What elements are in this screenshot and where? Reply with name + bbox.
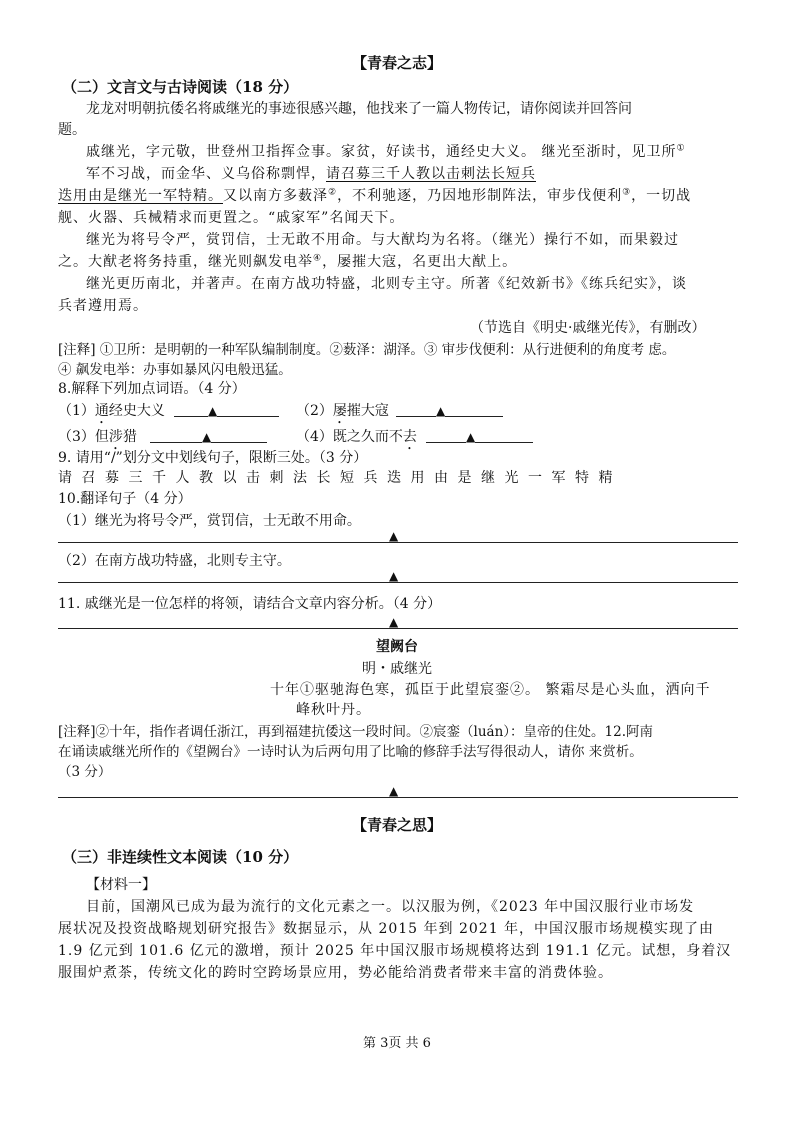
answer-line[interactable] [58, 542, 738, 543]
passage-line: 继光为将号令严，赏罚信，士无敢不用命。与大猷均为名将。（继光）操行不如，而果毅过 [86, 232, 679, 248]
intro-line-1: 龙龙对明朝抗倭名将戚继光的事迹很感兴趣，他找来了一篇人物传记，请你阅读并回答问 [86, 101, 632, 117]
poem-annotation: [注释]②十年，指作者调任浙江，再到福建抗倭这一段时间。②宸銮（luán）：皇帝的住处。12.阿南 [58, 724, 654, 740]
page-footer: 第 3页 共 6 [363, 1036, 431, 1051]
section-title-nonlinear: （三）非连续性文本阅读（10 分） [62, 848, 299, 866]
answer-blank[interactable]: ▲ [426, 426, 533, 445]
question-9: 9. 请用“/”划分文中划线句子，限断三处。（3 分） [58, 450, 368, 466]
material-line: 目前，国潮风已成为最为流行的文化元素之一。以汉服为例，《2023 年中国汉服行业市场发 [86, 899, 695, 915]
footnote-mark: ① [676, 143, 686, 154]
q10-sentence-1: （1）继光为将号令严，赏罚信，士无敢不用命。 [58, 513, 361, 529]
passage-line: 继光更历南北，并著声。在南方战功特盛，北则专主守。所著《纪效新书》《练兵纪实》，谈 [86, 276, 687, 292]
annotation-line: ④ 飙发电举：办事如暴风闪电般迅猛。 [58, 362, 292, 378]
passage-line: 舰、火器、兵械精求而更置之。“戚家军”名闻天下。 [58, 210, 405, 226]
poem-line: 十年①驱驰海色寒，孤臣于此望宸銮②。 繁霜尽是心头血，洒向千 [270, 682, 711, 698]
answer-blank[interactable]: ▲ [150, 426, 267, 445]
underlined-sentence: 迭用由是继光一军特精。 [58, 188, 223, 204]
section-title-classical: （二）文言文与古诗阅读（18 分） [62, 78, 299, 96]
section-header-youth-thinking: 【青春之思】 [351, 816, 442, 834]
q8-item-4: （4）既之久而不去 [296, 429, 417, 445]
poem-title: 望阙台 [376, 639, 418, 655]
footnote-mark: ③ [622, 187, 632, 198]
material-line: 展状况及投资战略规划研究报告》数据显示，从 2015 年到 2021 年，中国汉服市场规模实现了由 [58, 921, 715, 937]
q8-item-3: （3）但涉猎 [58, 429, 137, 445]
section-header-youth-ambition: 【青春之志】 [351, 54, 442, 72]
passage-line: 迭用由是继光一军特精。又以南方多薮泽②，不利驰逐，乃因地形制阵法，审步伐便利③，一切战 [58, 187, 692, 204]
intro-line-2: 题。 [58, 122, 86, 138]
q8-item-2: （2）屡摧大寇 [296, 403, 389, 419]
poem-annotation: 在诵读戚继光所作的《望阙台》一诗时认为后两句用了比喻的修辞手法写得很动人，请你 来赏析。 [58, 744, 643, 760]
footnote-mark: ② [328, 187, 338, 198]
material-line: 1.9 亿元到 101.6 亿元的激增，预计 2025 年中国汉服市场规模将达到 191.1 亿元。试想，身着汉 [58, 943, 732, 959]
answer-line[interactable] [58, 582, 738, 583]
answer-blank[interactable]: ▲ [174, 400, 279, 419]
poem-annotation: （3 分） [58, 764, 112, 780]
answer-line[interactable] [58, 797, 738, 798]
triangle-marker: ▲ [389, 529, 399, 543]
source-citation: （节选自《明史·戚继光传》，有删改） [470, 320, 706, 336]
passage-line: 之。大猷老将务持重，继光则飙发电举④，屡摧大寇，名更出大猷上。 [58, 253, 518, 270]
question-11: 11. 戚继光是一位怎样的将领，请结合文章内容分析。（4 分） [58, 596, 442, 612]
material-line: 服围炉煮茶，传统文化的跨时空跨场景应用，势必能给消费者带来丰富的消费体验。 [58, 965, 613, 981]
underlined-sentence: 请召募三千人教以击刺法长短兵 [326, 166, 536, 182]
poem-line: 峰秋叶丹。 [296, 702, 371, 718]
q10-sentence-2: （2）在南方战功特盛，北则专主守。 [58, 553, 291, 569]
question-8: 8.解释下列加点词语。（4 分） [58, 381, 246, 397]
passage-line: 兵者遵用焉。 [58, 298, 148, 314]
q9-sentence[interactable]: 请召募三千人教以击刺法长短兵迭用由是继光一军特精 [58, 470, 622, 486]
triangle-marker: ▲ [389, 615, 399, 629]
q8-item-1: （1）通经史大义 [58, 403, 165, 419]
question-10: 10.翻译句子（4 分） [58, 491, 192, 507]
annotation-line: [注释] ①卫所：是明朝的一种军队编制制度。②薮泽：湖泽。③ 审步伐便利：从行进便利的角度考 虑。 [58, 342, 676, 358]
passage-line: 军不习战，而金华、义乌俗称剽悍，请召募三千人教以击刺法长短兵 [86, 166, 536, 182]
answer-line[interactable] [58, 628, 738, 629]
footnote-mark: ④ [313, 253, 323, 264]
triangle-marker: ▲ [389, 569, 399, 583]
passage-line: 戚继光，字元敬，世登州卫指挥佥事。家贫，好读书，通经史大义。 继光至浙时，见卫所① [86, 143, 686, 160]
material-label: 【材料一】 [86, 877, 156, 893]
poem-author: 明・戚继光 [362, 661, 432, 677]
triangle-marker: ▲ [389, 784, 399, 798]
answer-blank[interactable]: ▲ [396, 400, 503, 419]
